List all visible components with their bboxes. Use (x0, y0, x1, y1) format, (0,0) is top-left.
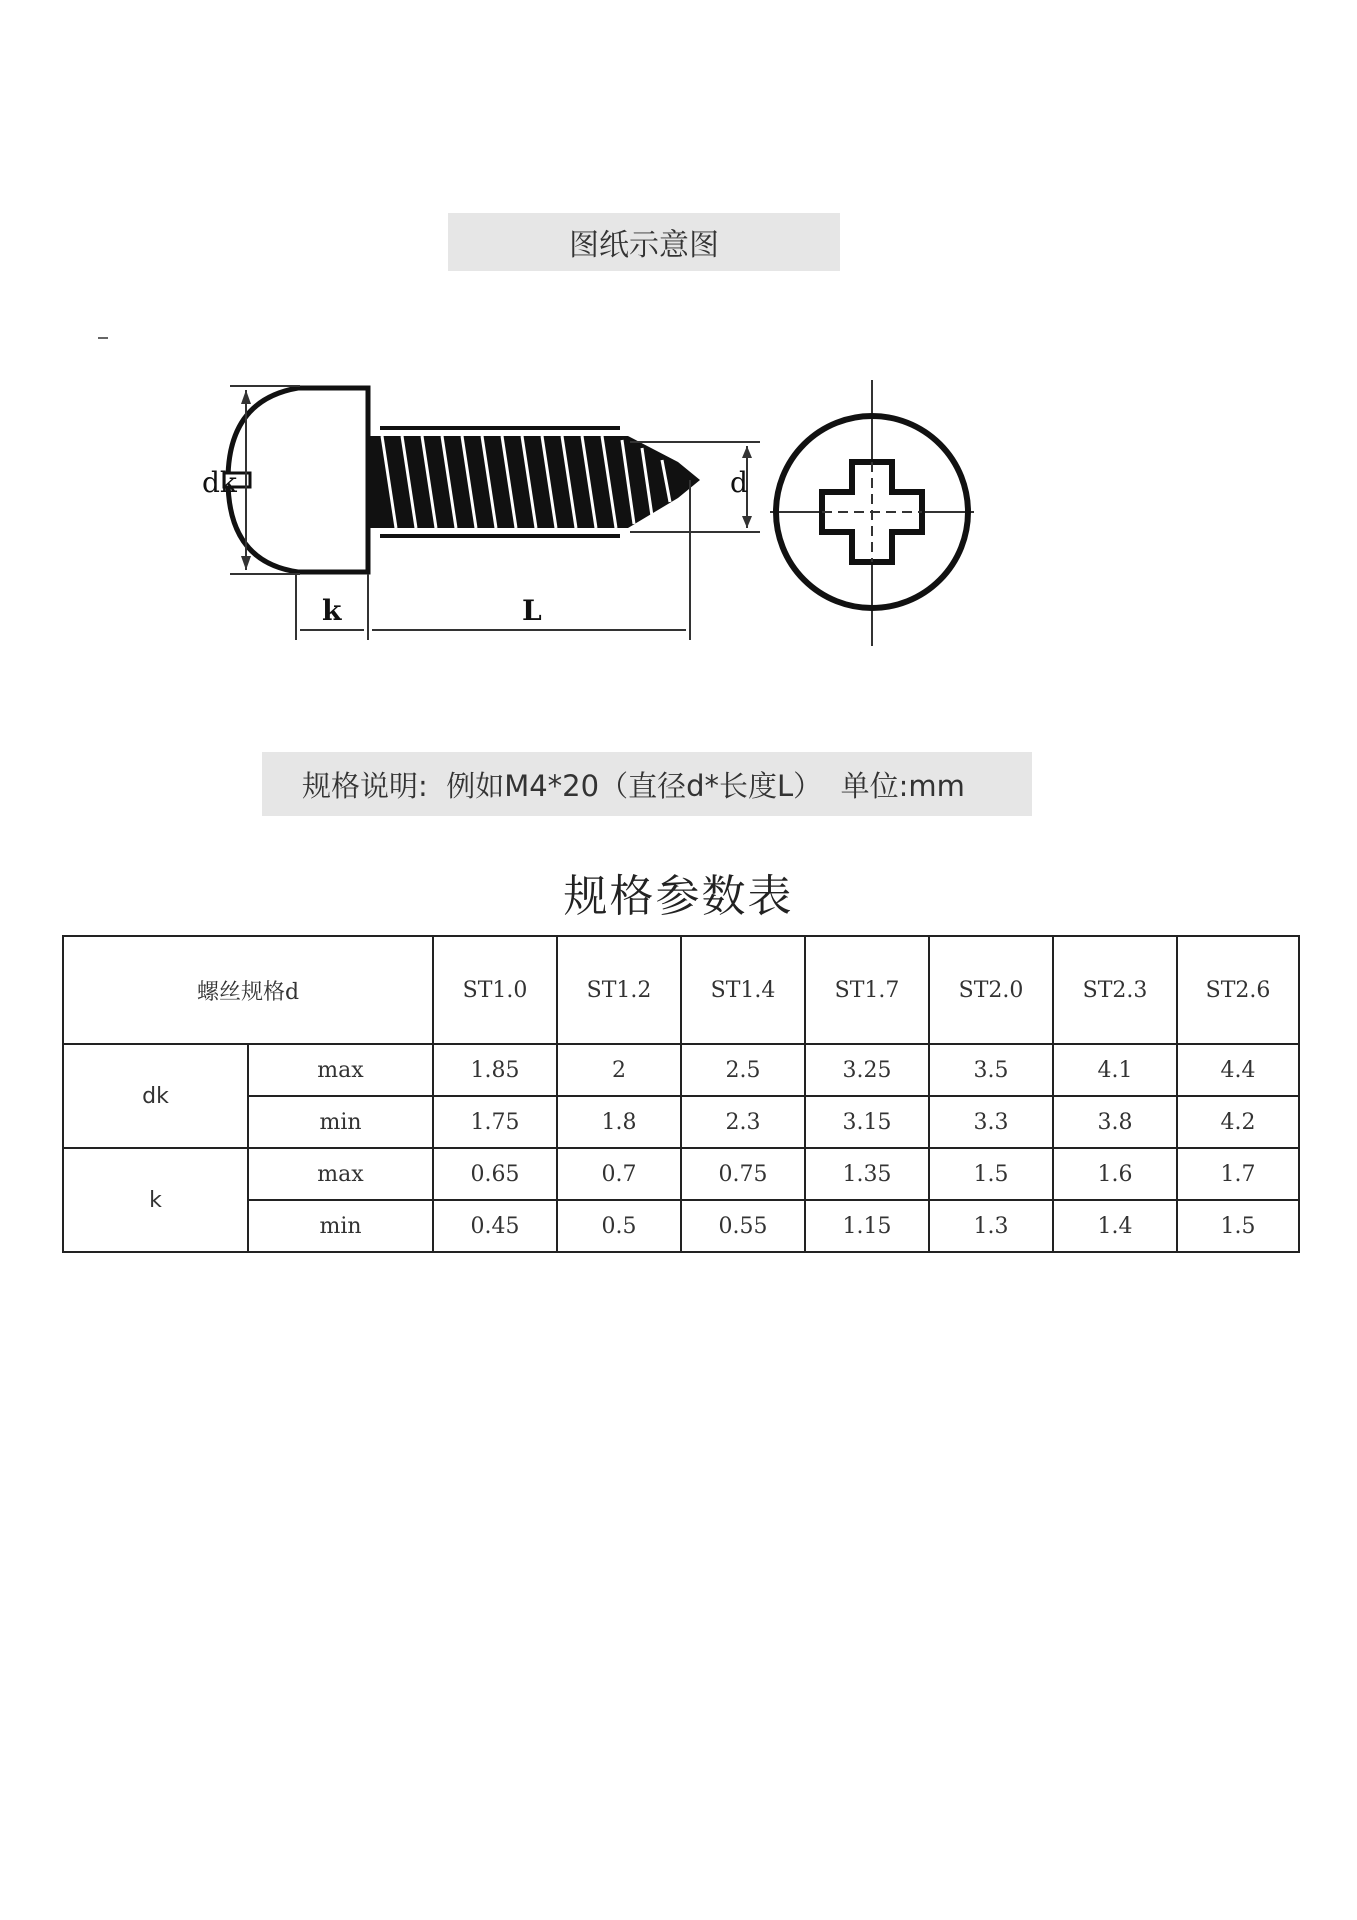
d-label: d (730, 466, 748, 499)
column-header: ST2.6 (1177, 936, 1299, 1044)
table-title: 规格参数表 (563, 871, 794, 922)
table-cell: 4.2 (1177, 1096, 1299, 1148)
table-cell: 4.4 (1177, 1044, 1299, 1096)
table-cell: 0.45 (433, 1200, 557, 1252)
row-label: max (248, 1148, 433, 1200)
table-cell: 3.8 (1053, 1096, 1177, 1148)
table-row (63, 1044, 1299, 1096)
column-header: ST2.0 (929, 936, 1053, 1044)
table-cell: 0.75 (681, 1148, 805, 1200)
table-cell: 1.85 (433, 1044, 557, 1096)
group-label: k (63, 1148, 248, 1252)
spec-banner: 规格说明: 例如M4*20（直径d*长度L） 单位:mm (262, 752, 1032, 816)
row-label: max (248, 1044, 433, 1096)
column-header: ST2.3 (1053, 936, 1177, 1044)
screw-drawing (200, 380, 1160, 650)
row-label: min (248, 1096, 433, 1148)
group-label: dk (63, 1044, 248, 1148)
table-cell: 0.65 (433, 1148, 557, 1200)
table-cell: 2 (557, 1044, 681, 1096)
table-row (63, 1096, 1299, 1148)
spec-table (62, 935, 1300, 1253)
L-label: L (522, 594, 542, 627)
table-cell: 1.5 (1177, 1200, 1299, 1252)
table-cell: 3.3 (929, 1096, 1053, 1148)
table-cell: 1.35 (805, 1148, 929, 1200)
column-header: ST1.4 (681, 936, 805, 1044)
table-cell: 3.15 (805, 1096, 929, 1148)
table-cell: 1.6 (1053, 1148, 1177, 1200)
table-cell: 0.55 (681, 1200, 805, 1252)
row-label: min (248, 1200, 433, 1252)
header-label: 螺丝规格d (63, 936, 433, 1044)
column-header: ST1.0 (433, 936, 557, 1044)
table-cell: 2.5 (681, 1044, 805, 1096)
table-cell: 1.7 (1177, 1148, 1299, 1200)
table-cell: 1.15 (805, 1200, 929, 1252)
table-cell: 4.1 (1053, 1044, 1177, 1096)
table-cell: 0.7 (557, 1148, 681, 1200)
table-cell: 0.5 (557, 1200, 681, 1252)
stray-mark (98, 337, 108, 339)
column-header: ST1.7 (805, 936, 929, 1044)
header-row (63, 936, 1299, 1044)
table-cell: 1.5 (929, 1148, 1053, 1200)
table-cell: 1.75 (433, 1096, 557, 1148)
screw-top-view (770, 380, 974, 646)
table-cell: 1.4 (1053, 1200, 1177, 1252)
drawing-banner: 图纸示意图 (448, 213, 840, 271)
table-cell: 3.5 (929, 1044, 1053, 1096)
table-cell: 3.25 (805, 1044, 929, 1096)
screw-threads (368, 428, 700, 536)
table-row (63, 1200, 1299, 1252)
column-header: ST1.2 (557, 936, 681, 1044)
table-cell: 2.3 (681, 1096, 805, 1148)
dk-label: dk (202, 466, 237, 499)
k-label: k (322, 594, 342, 627)
table-cell: 1.3 (929, 1200, 1053, 1252)
table-row (63, 1148, 1299, 1200)
table-cell: 1.8 (557, 1096, 681, 1148)
